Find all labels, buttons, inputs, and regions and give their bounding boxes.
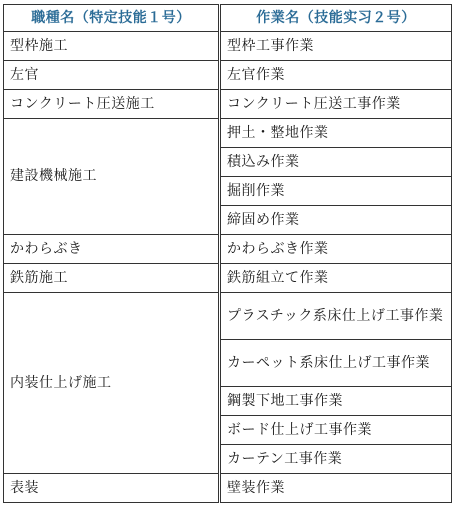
occupation-cell: 型枠施工 bbox=[4, 32, 220, 61]
occupation-cell: 左官 bbox=[4, 61, 220, 90]
header-work: 作業名（技能实习２号） bbox=[220, 5, 452, 32]
occupation-cell: コンクリート圧送施工 bbox=[4, 90, 220, 119]
table-row bbox=[4, 235, 452, 264]
work-cell: プラスチック系床仕上げ工事作業 bbox=[220, 293, 452, 340]
work-cell: 壁装作業 bbox=[220, 474, 452, 503]
table-header-row bbox=[4, 5, 452, 32]
table-row bbox=[4, 61, 452, 90]
occupation-cell: かわらぶき bbox=[4, 235, 220, 264]
work-cell: 鋼製下地工事作業 bbox=[220, 387, 452, 416]
work-cell: 掘削作業 bbox=[220, 177, 452, 206]
work-cell: 押土・整地作業 bbox=[220, 119, 452, 148]
work-cell: 左官作業 bbox=[220, 61, 452, 90]
table-row bbox=[4, 32, 452, 61]
occupation-cell: 建設機械施工 bbox=[4, 119, 220, 235]
table-row bbox=[4, 119, 452, 148]
work-cell: カーテン工事作業 bbox=[220, 445, 452, 474]
occupation-table-container bbox=[3, 4, 451, 503]
occupation-cell: 表装 bbox=[4, 474, 220, 503]
occupation-cell: 鉄筋施工 bbox=[4, 264, 220, 293]
table-row bbox=[4, 264, 452, 293]
work-cell: 積込み作業 bbox=[220, 148, 452, 177]
occupation-table bbox=[3, 4, 452, 503]
table-row bbox=[4, 293, 452, 340]
header-occupation: 職種名（特定技能１号） bbox=[4, 5, 220, 32]
work-cell: 締固め作業 bbox=[220, 206, 452, 235]
work-cell: ボード仕上げ工事作業 bbox=[220, 416, 452, 445]
work-cell: かわらぶき作業 bbox=[220, 235, 452, 264]
work-cell: コンクリート圧送工事作業 bbox=[220, 90, 452, 119]
occupation-cell: 内装仕上げ施工 bbox=[4, 293, 220, 474]
work-cell: カーペット系床仕上げ工事作業 bbox=[220, 340, 452, 387]
work-cell: 鉄筋組立て作業 bbox=[220, 264, 452, 293]
table-row bbox=[4, 474, 452, 503]
table-row bbox=[4, 90, 452, 119]
work-cell: 型枠工事作業 bbox=[220, 32, 452, 61]
